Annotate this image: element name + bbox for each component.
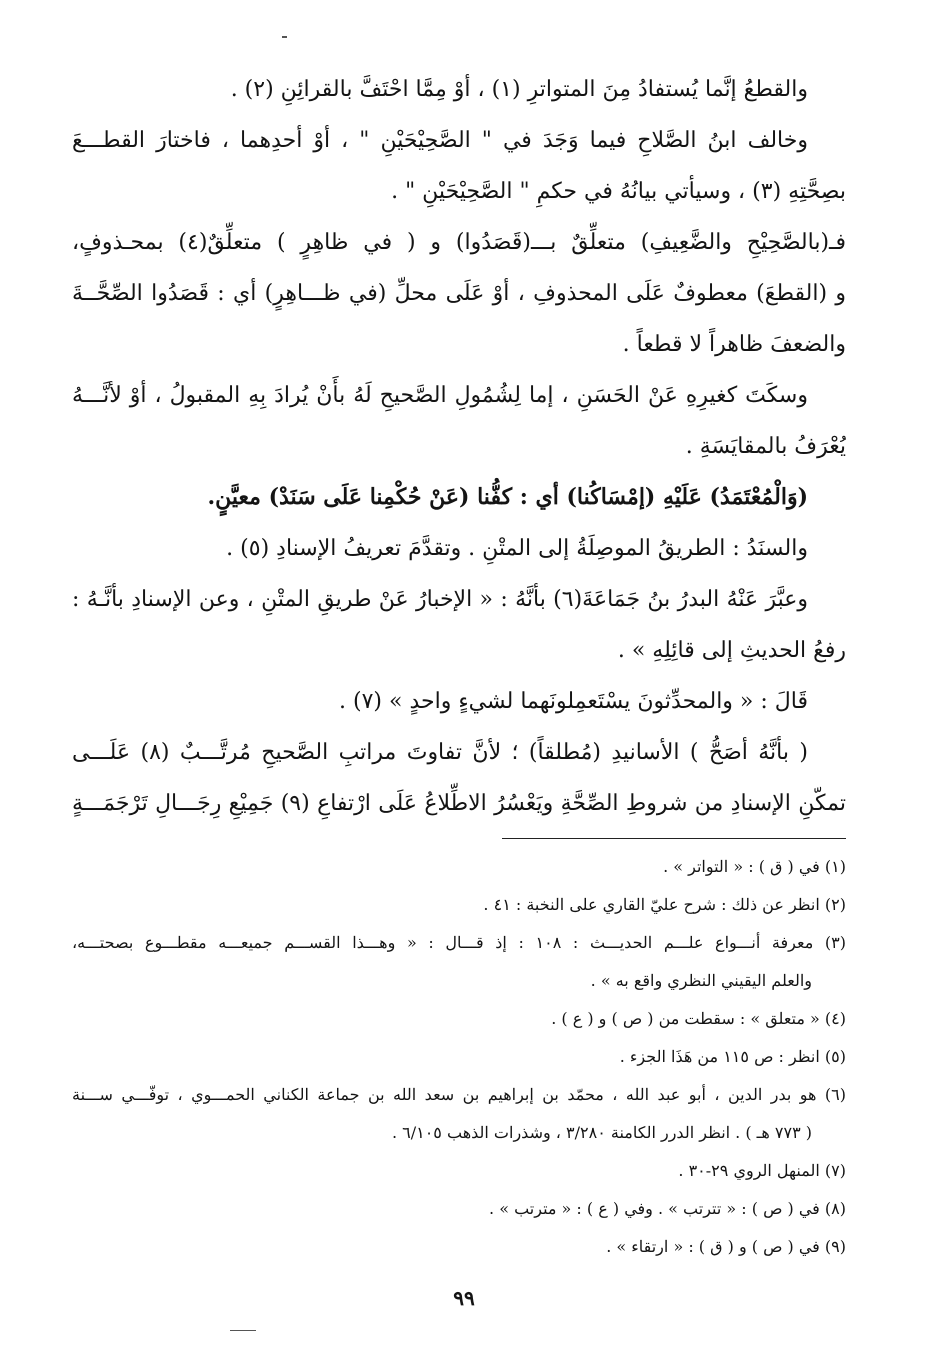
text-line-10: والسنَدُ : الطريقُ الموصِلَةُ إلى المتْنِ . وتقدَّمَ تعريفُ الإسنادِ (٥) . <box>226 536 808 561</box>
footnote-7: (٧) المنهل الروي ٢٩-٣٠ . <box>678 1161 846 1180</box>
text-line-5: و (القطعَ) معطوفٌ عَلَى المحذوفِ ، أوْ عَلَى محلِّ (في ظـــاهِرٍ) أي : قَصَدُوا الصِّحَّــةَ <box>72 281 846 306</box>
main-text <box>72 64 846 829</box>
text-line-3: بصِحَّتِهِ (٣) ، وسيأتي بيانُهُ في حكمِ " الصَّحِيْحَيْنِ " . <box>391 179 846 204</box>
text-line-13: قَالَ : « والمحدِّثونَ يسْتَعمِلونَهما لشيءٍ واحدٍ » (٧) . <box>339 689 808 714</box>
footnote-4: (٤) « متعلق » : سقطت من ( ص ) و ( ع ) . <box>551 1009 846 1028</box>
footnote-3: (٣) معرفة أنـــواع علـــم الحديـــث : ١٠٨ : إذ قـــال : « وهـــذا القســـم جميعـــه مقطـــوع بصحتـــه، <box>72 933 846 952</box>
text-line-8: يُعْرَفُ بالمقايَسَةِ . <box>685 434 846 459</box>
text-line-6: والضعفَ ظاهراً لا قطعاً . <box>622 332 846 357</box>
footnote-1: (١) في ( ق ) : « التواتر » . <box>663 857 846 876</box>
text-line-1: والقطعُ إنَّما يُستفادُ مِنَ المتواترِ (١) ، أوْ مِمَّا احْتَفَّ بالقرائِنِ (٢) . <box>230 77 808 102</box>
text-line-9: (وَالْمُعْتَمَدُ) عَلَيْهِ (إمْسَاكُنا) أي : كفُّنا (عَنْ حُكْمِنا عَلَى سَنَدْ) معيَّنٍ. <box>207 484 808 510</box>
footnote-separator <box>502 838 846 839</box>
footnote-6: (٦) هو بدر الدين ، أبو عبد الله ، محمّد بن إبراهيم بن سعد الله بن جماعة الكناني الحمـــوي ، توفّـــي ســـنة <box>72 1085 846 1104</box>
text-line-2: وخالف ابنُ الصَّلاحِ فيما وَجَدَ في " الصَّحِيْحَيْنِ " ، أوْ أحدِهما ، فاختارَ القطـــعَ <box>72 128 808 153</box>
footnote-5: (٥) انظر : ص ١١٥ من هَذَا الجزء . <box>619 1047 846 1066</box>
footnote-6-continued: ( ٧٧٣ هـ ) . انظر الدرر الكامنة ٣/٢٨٠ ، وشذرات الذهب ٦/١٠٥ . <box>391 1123 812 1142</box>
text-line-14: ( بأنَّهُ أصَحُّ ) الأسانيدِ (مُطلقاً) ؛ لأنَّ تفاوتَ مراتبِ الصَّحيحِ مُرتَّـــبٌ (٨) عَلَـــى <box>72 740 808 765</box>
footnote-2: (٢) انظر عن ذلك : شرح عليّ القاري على النخبة : ٤١ . <box>483 895 846 914</box>
footnote-8: (٨) في ( ص ) : « تترتب » . وفي ( ع ) : « مترتب » . <box>489 1199 846 1218</box>
text-line-12: رفعُ الحديثِ إلى قائِلِهِ » . <box>617 638 846 663</box>
text-line-15: تمكّنِ الإسنادِ من شروطِ الصِّحَّةِ ويَعْسُرُ الاطِّلاعُ عَلَى ارْتفاعِ (٩) جَمِيْعِ رِجَـــالِ تَرْجَمَـــةٍ <box>72 791 846 816</box>
scan-speck <box>230 1330 256 1331</box>
scan-speck <box>282 36 287 38</box>
footnotes <box>72 848 846 1266</box>
text-line-7: وسكَتَ كغيرِهِ عَنْ الحَسَنِ ، إما لِشُمُولِ الصَّحيحِ لَهُ بأَنْ يُرادَ بِهِ المقبولُ ، أوْ لأنَّـــهُ <box>72 383 808 408</box>
footnote-3-continued: والعلم اليقيني النظري واقع به » . <box>590 971 812 990</box>
footnote-9: (٩) في ( ص ) و ( ق ) : « ارتقاء » . <box>606 1237 846 1256</box>
text-line-4: فـ(بالصَّحِيْحِ والضَّعِيفِ) متعلِّقٌ بـــ(قَصَدُوا) و ( في ظاهِرٍ ) متعلِّقٌ(٤) بمحـذوفٍ، <box>72 230 846 255</box>
text-line-11: وعبَّرَ عَنْهُ البدرُ بنُ جَمَاعَةَ(٦) بأنَّهُ : « الإخبارُ عَنْ طريقِ المتْنِ ، وعن الإسنادِ بأنَّـهُ : <box>72 587 808 612</box>
page-number: ٩٩ <box>453 1286 475 1310</box>
